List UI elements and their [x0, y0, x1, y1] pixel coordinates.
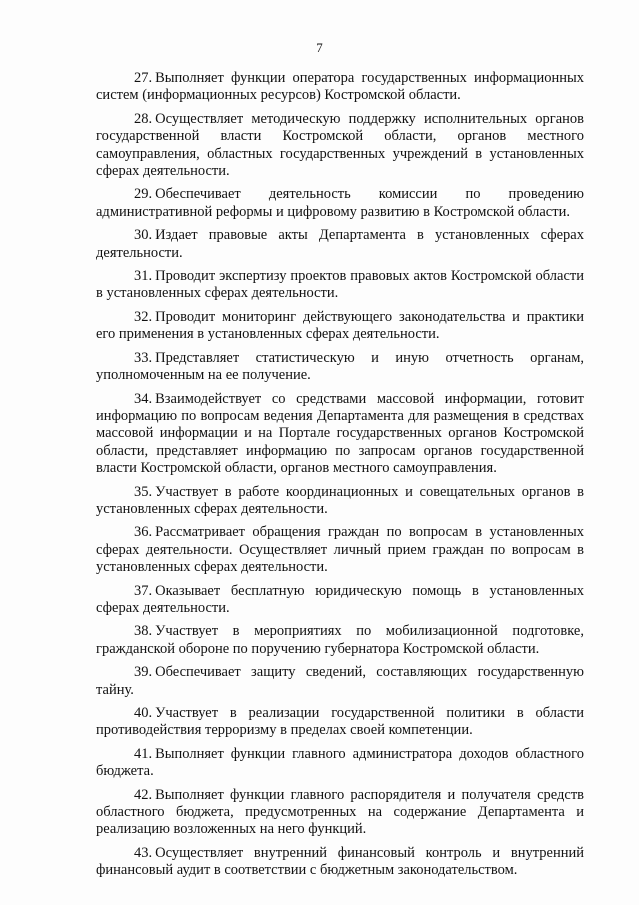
paragraph-29 [96, 186, 584, 221]
paragraph-34 [96, 391, 584, 478]
paragraph-text: Участвует в реализации государственной политики в области противодействия терроризму в пределах своей компетенции. [96, 705, 584, 739]
paragraph-39 [96, 664, 584, 699]
paragraph-text: Участвует в работе координационных и совещательных органов в установленных сферах деятельности. [96, 483, 584, 517]
paragraph-number: 34. [134, 390, 153, 407]
paragraph-38 [96, 623, 584, 658]
paragraph-number: 29. [134, 186, 153, 203]
paragraph-31 [96, 268, 584, 303]
paragraph-32 [96, 309, 584, 344]
paragraph-text: Выполняет функции главного администратора доходов областного бюджета. [96, 745, 584, 780]
paragraph-28 [96, 111, 584, 181]
paragraph-30 [96, 227, 584, 262]
paragraph-text: Выполняет функции оператора государственных информационных систем (информационных ресурсов) Костромской области. [96, 70, 584, 104]
paragraph-number: 32. [134, 308, 153, 325]
paragraph-text: Обеспечивает защиту сведений, составляющих государственную тайну. [96, 664, 584, 698]
paragraph-number: 41. [134, 745, 153, 762]
paragraph-33 [96, 350, 584, 385]
paragraph-35 [96, 484, 584, 519]
paragraph-text: Выполняет функции главного распорядителя и получателя средств областного бюджета, предусмотренных на содержание Департамента и реализацию возложенных на него функций. [96, 786, 584, 838]
paragraph-number: 42. [134, 786, 153, 803]
paragraph-number: 38. [134, 623, 153, 640]
paragraph-text: Издает правовые акты Департамента в установленных сферах деятельности. [96, 227, 584, 261]
paragraph-text: Оказывает бесплатную юридическую помощь в установленных сферах деятельности. [96, 582, 584, 616]
paragraph-number: 31. [134, 268, 153, 285]
paragraph-number: 36. [134, 524, 153, 541]
paragraph-text: Участвует в мероприятиях по мобилизационной подготовке, гражданской обороне по поручению губернатора Костромской области. [96, 623, 584, 657]
paragraph-text: Осуществляет внутренний финансовый контроль и внутренний финансовый аудит в соответствии с бюджетным законодательством. [96, 844, 584, 879]
paragraph-27 [96, 70, 584, 105]
paragraph-36 [96, 524, 584, 576]
paragraph-41 [96, 746, 584, 781]
paragraph-text: Проводит экспертизу проектов правовых актов Костромской области в установленных сферах деятельности. [96, 268, 584, 302]
paragraph-text: Представляет статистическую и иную отчетность органам, уполномоченным на ее получение. [96, 349, 584, 384]
paragraph-text: Проводит мониторинг действующего законодательства и практики его применения в установленных сферах деятельности. [96, 308, 584, 343]
paragraph-number: 27. [134, 70, 153, 86]
document-body [96, 70, 584, 886]
paragraph-number: 28. [134, 110, 153, 127]
page-number: 7 [316, 40, 323, 55]
paragraph-number: 40. [134, 705, 153, 721]
paragraph-number: 35. [134, 483, 153, 500]
paragraph-42 [96, 787, 584, 839]
paragraph-text: Рассматривает обращения граждан по вопросам в установленных сферах деятельности. Осуществляет личный прием граждан по вопросам в установленных сферах деятельности. [96, 524, 584, 576]
paragraph-40 [96, 705, 584, 740]
paragraph-number: 30. [134, 227, 153, 244]
paragraph-number: 39. [134, 664, 153, 681]
paragraph-text: Обеспечивает деятельность комиссии по проведению административной реформы и цифровому развитию в Костромской области. [96, 186, 584, 220]
paragraph-number: 43. [134, 844, 153, 861]
paragraph-number: 33. [134, 349, 153, 366]
paragraph-text: Взаимодействует со средствами массовой информации, готовит информацию по вопросам ведения Департамента для размещения в средствах массовой информации и на Портале государственных органов Костромской области, представляет информацию по запросам органов государственной власти Костромской области, органов местного самоуправления. [96, 390, 584, 477]
paragraph-number: 37. [134, 582, 153, 599]
paragraph-text: Осуществляет методическую поддержку исполнительных органов государственной власти Костромской области, органов местного самоуправления, областных государственных учреждений в установленных сферах деятельности. [96, 110, 584, 180]
paragraph-43 [96, 845, 584, 880]
paragraph-37 [96, 583, 584, 618]
